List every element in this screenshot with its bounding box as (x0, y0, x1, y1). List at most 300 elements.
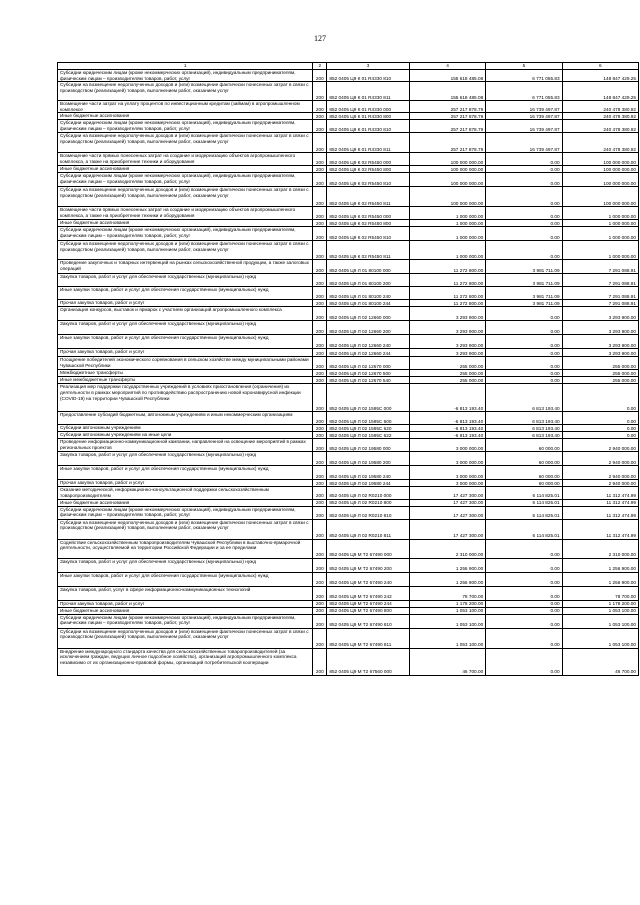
row-remaining-cell: 100 000 000.00 (562, 173, 638, 187)
column-header: 3 (327, 63, 409, 70)
row-remaining-cell: 1 256 900.00 (562, 572, 638, 586)
row-name-cell: Субсидии юридическим лицам (кроме некоммерческих организаций), индивидуальным предпринимателям, физическим лицам – производителям товаров, работ, услуг (58, 70, 313, 82)
row-approved-cell: 1 000 000.00 (409, 220, 485, 227)
row-name-cell: Закупка товаров, работ и услуг для обеспечения государственных (муниципальных) нужд (58, 274, 313, 287)
row-executed-cell: 0.00 (486, 600, 562, 607)
row-executed-cell: 16 739 497.87 (486, 133, 562, 153)
row-name-cell: Субсидии юридическим лицам (кроме некоммерческих организаций), индивидуальным предпринимателям, физическим лицам – производителям товаров, работ, услуг (58, 614, 313, 628)
row-code-cell: 852 0405 Ц9 К 01 R4330 811 (327, 82, 409, 101)
table-row (58, 558, 639, 572)
row-code-cell: 852 0405 Ц9 Л 02 19580 000 (327, 439, 409, 452)
row-code-cell: 852 0405 Ц9 Л 02 12670 540 (327, 377, 409, 384)
row-approved-cell: 3 000 000.00 (409, 466, 485, 480)
row-executed-cell: 60 000.00 (486, 439, 562, 452)
row-name-cell: Прочая закупка товаров, работ и услуг (58, 349, 313, 357)
row-line-cell: 200 (313, 558, 327, 572)
row-name-cell: Закупка товаров, работ и услуг для обеспечения государственных (муниципальных) нужд (58, 452, 313, 466)
row-name-cell: Иные межбюджетные трансферты (58, 377, 313, 384)
row-code-cell: 852 0405 Ц9 Л 02 12660 200 (327, 321, 409, 335)
row-executed-cell: 0.00 (486, 335, 562, 349)
table-row (58, 600, 639, 607)
row-remaining-cell: 7 291 088.91 (562, 260, 638, 274)
row-executed-cell: 0.00 (486, 166, 562, 173)
row-remaining-cell: 11 312 474.99 (562, 506, 638, 519)
row-remaining-cell: 2 940 000.00 (562, 480, 638, 487)
column-header: 1 (58, 63, 313, 70)
column-header: 6 (562, 63, 638, 70)
row-line-cell: 200 (313, 173, 327, 187)
row-name-cell: Субсидии юридическим лицам (кроме некоммерческих организаций), индивидуальным предпринимателям, физическим лицам – производителям товаров, работ, услуг (58, 120, 313, 133)
page-number: 127 (314, 34, 326, 43)
row-line-cell: 200 (313, 70, 327, 82)
row-executed-cell: 6 114 825.01 (486, 499, 562, 506)
table-row (58, 452, 639, 466)
row-remaining-cell: 11 312 474.99 (562, 519, 638, 539)
table-row (58, 349, 639, 357)
row-remaining-cell: 100 000 000.00 (562, 153, 638, 166)
row-line-cell: 200 (313, 425, 327, 432)
row-executed-cell: 0.00 (486, 307, 562, 321)
row-name-cell: Организация конкурсов, выставок и ярмарок с участием организаций агропромышленного комплекса (58, 307, 313, 321)
row-name-cell: Субсидии автономным учреждениям на иные цели (58, 432, 313, 439)
row-executed-cell: 6 771 055.83 (486, 70, 562, 82)
row-code-cell: 852 0405 Ц9 Л 02 19580 240 (327, 466, 409, 480)
row-executed-cell: 16 739 497.87 (486, 113, 562, 120)
row-approved-cell: 1 000 000.00 (409, 207, 485, 220)
row-line-cell: 200 (313, 600, 327, 607)
table-row (58, 439, 639, 452)
row-approved-cell: 1 053 100.00 (409, 614, 485, 628)
row-line-cell: 200 (313, 357, 327, 370)
row-name-cell: Предоставление субсидий бюджетным, автономным учреждениям и иным некоммерческим организациям (58, 412, 313, 425)
column-header: 2 (313, 63, 327, 70)
row-line-cell: 200 (313, 586, 327, 600)
row-remaining-cell: 46 700.00 (562, 648, 638, 675)
table-row (58, 321, 639, 335)
row-line-cell: 200 (313, 287, 327, 300)
row-executed-cell: 16 739 497.87 (486, 101, 562, 113)
row-line-cell: 200 (313, 260, 327, 274)
row-name-cell: Субсидии на возмещение недополученных доходов и (или) возмещение фактически понесенных затрат в связи с производством (реализацией) товаров, выполнением работ, оказанием услуг (58, 628, 313, 648)
column-number-header-row (58, 63, 639, 70)
row-executed-cell: 3 981 711.09 (486, 274, 562, 287)
row-executed-cell: 0.00 (486, 628, 562, 648)
row-name-cell: Закупка товаров, работ, услуг в сфере информационно-коммуникационных технологий (58, 586, 313, 600)
row-remaining-cell: 255 000.00 (562, 377, 638, 384)
row-line-cell: 200 (313, 166, 327, 173)
row-remaining-cell: 3 293 900.00 (562, 335, 638, 349)
row-remaining-cell: 0.00 (562, 412, 638, 425)
table-row (58, 335, 639, 349)
table-row (58, 70, 639, 82)
row-approved-cell: 17 427 300.00 (409, 519, 485, 539)
row-executed-cell: 0.00 (486, 153, 562, 166)
table-body (58, 63, 639, 676)
row-executed-cell: 0.00 (486, 321, 562, 335)
row-line-cell: 200 (313, 506, 327, 519)
row-remaining-cell: 1 000 000.00 (562, 220, 638, 227)
row-code-cell: 852 0405 Ц9 Л 02 R0210 811 (327, 519, 409, 539)
row-approved-cell: 1 256 900.00 (409, 558, 485, 572)
table-row (58, 432, 639, 439)
row-approved-cell: 17 427 300.00 (409, 487, 485, 499)
row-code-cell: 852 0405 Ц9 К 01 R4330 811 (327, 133, 409, 153)
row-executed-cell: 0.00 (486, 558, 562, 572)
row-line-cell: 200 (313, 452, 327, 466)
row-code-cell: 852 0405 Ц9 Л 02 12670 500 (327, 370, 409, 377)
row-approved-cell: 100 000 000.00 (409, 173, 485, 187)
row-executed-cell: 3 981 711.09 (486, 287, 562, 300)
row-line-cell: 200 (313, 307, 327, 321)
row-code-cell: 852 0405 Ц9 Л 02 R0210 000 (327, 487, 409, 499)
row-approved-cell: -6 813 193.40 (409, 412, 485, 425)
table-row (58, 173, 639, 187)
row-line-cell: 200 (313, 207, 327, 220)
row-code-cell: 852 0405 Ц9 М Т2 67490 810 (327, 614, 409, 628)
table-row (58, 648, 639, 675)
row-code-cell: 852 0405 Ц9 К 01 R4330 810 (327, 70, 409, 82)
row-approved-cell: 255 000.00 (409, 370, 485, 377)
row-executed-cell: 0.00 (486, 220, 562, 227)
row-executed-cell: 0.00 (486, 586, 562, 600)
row-approved-cell: 257 217 878.79 (409, 101, 485, 113)
row-name-cell: Прочая закупка товаров, работ и услуг (58, 600, 313, 607)
table-row (58, 153, 639, 166)
row-remaining-cell: 240 478 380.92 (562, 101, 638, 113)
row-remaining-cell: 1 053 100.00 (562, 614, 638, 628)
row-line-cell: 200 (313, 377, 327, 384)
table-row (58, 487, 639, 499)
row-approved-cell: 100 000 000.00 (409, 153, 485, 166)
table-row (58, 287, 639, 300)
row-remaining-cell: 7 291 088.91 (562, 274, 638, 287)
table-row (58, 82, 639, 101)
row-line-cell: 200 (313, 539, 327, 558)
row-executed-cell: 6 813 193.40 (486, 384, 562, 412)
row-executed-cell: 6 813 193.40 (486, 412, 562, 425)
row-code-cell: 852 0405 Ц9 М Т2 67560 000 (327, 648, 409, 675)
table-row (58, 220, 639, 227)
row-executed-cell: 0.00 (486, 187, 562, 207)
row-name-cell: Возмещение части затрат на уплату процентов по инвестиционным кредитам (займам) в агропромышленном комплексе (58, 101, 313, 113)
row-remaining-cell: 0.00 (562, 384, 638, 412)
row-name-cell: Закупка товаров, работ и услуг для обеспечения государственных (муниципальных) нужд (58, 321, 313, 335)
row-line-cell: 200 (313, 439, 327, 452)
row-remaining-cell: 100 000 000.00 (562, 166, 638, 173)
row-remaining-cell: 240 478 380.92 (562, 133, 638, 153)
row-code-cell: 852 0405 Ц9 Л 02 R0210 800 (327, 499, 409, 506)
table-row (58, 241, 639, 260)
row-remaining-cell: 78 700.00 (562, 586, 638, 600)
row-remaining-cell: 148 847 429.25 (562, 82, 638, 101)
row-code-cell: 852 0405 Ц9 К 02 R5450 800 (327, 166, 409, 173)
row-executed-cell: 60 000.00 (486, 480, 562, 487)
row-executed-cell: 0.00 (486, 241, 562, 260)
row-code-cell: 852 0405 Ц9 М Т2 67490 000 (327, 539, 409, 558)
table-row (58, 101, 639, 113)
row-name-cell: Субсидии автономным учреждениям (58, 425, 313, 432)
row-name-cell: Иные закупки товаров, работ и услуг для обеспечения государственных (муниципальных) нужд (58, 335, 313, 349)
row-name-cell: Проведение информационно-коммуникационной кампании, направленной на освещение мероприятий в рамках региональных проектов (58, 439, 313, 452)
row-executed-cell: 6 813 193.40 (486, 425, 562, 432)
row-code-cell: 852 0405 Ц9 Л 01 80100 200 (327, 274, 409, 287)
table-row (58, 207, 639, 220)
row-approved-cell: 100 000 000.00 (409, 187, 485, 207)
row-approved-cell: 17 427 300.00 (409, 506, 485, 519)
row-approved-cell: 255 000.00 (409, 377, 485, 384)
table-row (58, 539, 639, 558)
row-approved-cell: 1 000 000.00 (409, 241, 485, 260)
row-name-cell: Содействие сельскохозяйственным товаропроизводителям Чувашской Республики в выставочно-ярмарочной деятельности, осуществляемой на территории Российской Федерации и за ее пределами (58, 539, 313, 558)
row-code-cell: 852 0405 Ц9 Л 02 1595С 622 (327, 432, 409, 439)
row-executed-cell: 0.00 (486, 227, 562, 241)
row-name-cell: Внедрение международного стандарта качества для сельскохозяйственных товаропроизводителей (за исключением граждан, ведущих личное подсобное хозяйство), организаций агропромышленного комплекса независимо от их организационно-правовой формы, организаций потребительской кооперации (58, 648, 313, 675)
row-line-cell: 200 (313, 614, 327, 628)
row-name-cell: Иные бюджетные ассигнования (58, 499, 313, 506)
row-code-cell: 852 0405 Ц9 Л 01 80100 240 (327, 287, 409, 300)
row-approved-cell: 11 272 800.00 (409, 260, 485, 274)
row-name-cell: Возмещение части прямых понесенных затрат на создание и модернизацию объектов агропромышленного комплекса, а также на приобретение техники и оборудования (58, 207, 313, 220)
row-name-cell: Иные закупки товаров, работ и услуг для обеспечения государственных (муниципальных) нужд (58, 287, 313, 300)
row-line-cell: 200 (313, 466, 327, 480)
row-code-cell: 852 0405 Ц9 Л 02 1595С 600 (327, 412, 409, 425)
row-code-cell: 852 0405 Ц9 К 02 R5450 811 (327, 187, 409, 207)
row-approved-cell: 11 272 800.00 (409, 300, 485, 307)
row-line-cell: 200 (313, 349, 327, 357)
row-line-cell: 200 (313, 432, 327, 439)
column-header: 4 (409, 63, 485, 70)
row-code-cell: 852 0405 Ц9 Л 02 1595С 620 (327, 425, 409, 432)
row-approved-cell: 1 053 100.00 (409, 607, 485, 614)
row-name-cell: Иные бюджетные ассигнования (58, 166, 313, 173)
table-row (58, 307, 639, 321)
table-row (58, 133, 639, 153)
row-code-cell: 852 0405 Ц9 Л 02 19580 200 (327, 452, 409, 466)
row-remaining-cell: 7 291 088.91 (562, 300, 638, 307)
row-line-cell: 200 (313, 487, 327, 499)
row-name-cell: Иные закупки товаров, работ и услуг для обеспечения государственных (муниципальных) нужд (58, 466, 313, 480)
row-line-cell: 200 (313, 153, 327, 166)
row-executed-cell: 0.00 (486, 207, 562, 220)
row-remaining-cell: 1 256 900.00 (562, 558, 638, 572)
row-code-cell: 852 0405 Ц9 Л 02 12660 000 (327, 307, 409, 321)
table-row (58, 614, 639, 628)
row-line-cell: 200 (313, 82, 327, 101)
row-executed-cell: 0.00 (486, 607, 562, 614)
row-approved-cell: 46 700.00 (409, 648, 485, 675)
table-row (58, 384, 639, 412)
table-row (58, 187, 639, 207)
row-name-cell: Прочая закупка товаров, работ и услуг (58, 480, 313, 487)
row-approved-cell: 3 293 900.00 (409, 349, 485, 357)
row-remaining-cell: 1 000 000.00 (562, 207, 638, 220)
row-executed-cell: 0.00 (486, 539, 562, 558)
row-line-cell: 200 (313, 133, 327, 153)
row-name-cell: Субсидии на возмещение недополученных доходов и (или) возмещение фактически понесенных затрат в связи с производством (реализацией) товаров, выполнением работ, оказанием услуг (58, 187, 313, 207)
row-code-cell: 852 0405 Ц9 К 02 R5450 810 (327, 227, 409, 241)
table-row (58, 586, 639, 600)
column-header: 5 (486, 63, 562, 70)
row-code-cell: 852 0405 Ц9 К 02 R5450 800 (327, 220, 409, 227)
row-code-cell: 852 0405 Ц9 М Т2 67490 200 (327, 558, 409, 572)
row-line-cell: 200 (313, 300, 327, 307)
row-code-cell: 852 0405 Ц9 К 01 R4330 800 (327, 113, 409, 120)
table-row (58, 377, 639, 384)
row-line-cell: 200 (313, 519, 327, 539)
table-row (58, 412, 639, 425)
row-line-cell: 200 (313, 187, 327, 207)
row-approved-cell: 257 217 878.79 (409, 133, 485, 153)
row-code-cell: 852 0405 Ц9 М Т2 67490 244 (327, 600, 409, 607)
row-line-cell: 200 (313, 480, 327, 487)
row-approved-cell: 1 000 000.00 (409, 227, 485, 241)
table-row (58, 274, 639, 287)
table-row (58, 425, 639, 432)
table-row (58, 260, 639, 274)
row-line-cell: 200 (313, 628, 327, 648)
row-code-cell: 852 0405 Ц9 К 01 R4330 000 (327, 101, 409, 113)
budget-table (57, 62, 639, 676)
row-executed-cell: 0.00 (486, 572, 562, 586)
row-remaining-cell: 0.00 (562, 432, 638, 439)
row-name-cell: Межбюджетные трансферты (58, 370, 313, 377)
row-code-cell: 852 0405 Ц9 Л 02 R0210 810 (327, 506, 409, 519)
table-row (58, 113, 639, 120)
row-name-cell: Субсидии на возмещение недополученных доходов и (или) возмещение фактически понесенных затрат в связи с производством (реализацией) товаров, выполнением работ, оказанием услуг (58, 133, 313, 153)
row-line-cell: 200 (313, 572, 327, 586)
row-name-cell: Реализация мер поддержки государственных учреждений в условиях приостановления (ограничения) их деятельности в рамках мероприятий по противодействию распространению новой коронавирусной инфекции (COVID-19) на территории Чувашской Республики (58, 384, 313, 412)
row-approved-cell: 155 618 485.08 (409, 70, 485, 82)
row-code-cell: 852 0405 Ц9 Л 02 12660 244 (327, 349, 409, 357)
row-remaining-cell: 7 291 088.91 (562, 287, 638, 300)
table-row (58, 628, 639, 648)
row-code-cell: 852 0405 Ц9 Л 02 19580 244 (327, 480, 409, 487)
row-approved-cell: -6 813 193.40 (409, 432, 485, 439)
row-line-cell: 200 (313, 412, 327, 425)
row-code-cell: 852 0405 Ц9 К 01 R4330 810 (327, 120, 409, 133)
row-code-cell: 852 0405 Ц9 М Т2 67490 242 (327, 586, 409, 600)
row-approved-cell: 3 000 000.00 (409, 439, 485, 452)
row-name-cell: Субсидии на возмещение недополученных доходов и (или) возмещение фактически понесенных затрат в связи с производством (реализацией) товаров, выполнением работ, оказанием услуг (58, 82, 313, 101)
row-code-cell: 852 0405 Ц9 Л 02 12670 000 (327, 357, 409, 370)
row-remaining-cell: 2 940 000.00 (562, 452, 638, 466)
row-approved-cell: -6 813 193.40 (409, 425, 485, 432)
row-executed-cell: 0.00 (486, 614, 562, 628)
row-approved-cell: 1 256 900.00 (409, 572, 485, 586)
row-name-cell: Субсидии на возмещение недополученных доходов и (или) возмещение фактически понесенных затрат в связи с производством (реализацией) товаров, выполнением работ, оказанием услуг (58, 519, 313, 539)
row-remaining-cell: 2 940 000.00 (562, 439, 638, 452)
row-executed-cell: 6 771 055.83 (486, 82, 562, 101)
row-approved-cell: 155 618 485.08 (409, 82, 485, 101)
table-row (58, 370, 639, 377)
row-remaining-cell: 11 312 474.99 (562, 499, 638, 506)
table-row (58, 357, 639, 370)
row-name-cell: Иные бюджетные ассигнования (58, 220, 313, 227)
row-executed-cell: 6 114 825.01 (486, 506, 562, 519)
row-name-cell: Поощрение победителей экономического соревнования в сельском хозяйстве между муниципальными районами Чувашской Республики (58, 357, 313, 370)
table-row (58, 519, 639, 539)
row-executed-cell: 6 114 825.01 (486, 487, 562, 499)
row-approved-cell: 3 293 900.00 (409, 321, 485, 335)
row-approved-cell: 11 272 800.00 (409, 287, 485, 300)
row-executed-cell: 60 000.00 (486, 466, 562, 480)
row-remaining-cell: 0.00 (562, 425, 638, 432)
row-remaining-cell: 11 312 474.99 (562, 487, 638, 499)
row-remaining-cell: 3 293 900.00 (562, 307, 638, 321)
row-approved-cell: 3 000 000.00 (409, 452, 485, 466)
row-approved-cell: 11 272 800.00 (409, 274, 485, 287)
row-line-cell: 200 (313, 220, 327, 227)
row-name-cell: Иные бюджетные ассигнования (58, 113, 313, 120)
row-executed-cell: 0.00 (486, 648, 562, 675)
row-executed-cell: 16 739 497.87 (486, 120, 562, 133)
row-remaining-cell: 3 293 900.00 (562, 321, 638, 335)
row-code-cell: 852 0405 Ц9 Л 02 12660 240 (327, 335, 409, 349)
row-executed-cell: 3 981 711.09 (486, 300, 562, 307)
row-code-cell: 852 0405 Ц9 М Т2 67490 800 (327, 607, 409, 614)
row-line-cell: 200 (313, 321, 327, 335)
row-executed-cell: 0.00 (486, 370, 562, 377)
row-remaining-cell: 1 178 200.00 (562, 600, 638, 607)
row-line-cell: 200 (313, 648, 327, 675)
row-line-cell: 200 (313, 101, 327, 113)
row-line-cell: 200 (313, 274, 327, 287)
row-approved-cell: 255 000.00 (409, 357, 485, 370)
row-remaining-cell: 1 053 100.00 (562, 607, 638, 614)
row-executed-cell: 6 114 825.01 (486, 519, 562, 539)
row-approved-cell: 3 293 900.00 (409, 335, 485, 349)
row-remaining-cell: 100 000 000.00 (562, 187, 638, 207)
row-code-cell: 852 0405 Ц9 К 02 R5450 810 (327, 173, 409, 187)
table-row (58, 499, 639, 506)
row-approved-cell: 1 178 200.00 (409, 600, 485, 607)
row-executed-cell: 0.00 (486, 357, 562, 370)
row-name-cell: Оказание методической, информационно-консультационной поддержки сельскохозяйственным товаропроизводителям (58, 487, 313, 499)
row-approved-cell: 3 293 900.00 (409, 307, 485, 321)
row-line-cell: 200 (313, 370, 327, 377)
table-row (58, 227, 639, 241)
row-executed-cell: 60 000.00 (486, 452, 562, 466)
row-name-cell: Иные бюджетные ассигнования (58, 607, 313, 614)
table-row (58, 120, 639, 133)
row-code-cell: 852 0405 Ц9 Л 02 1595С 000 (327, 384, 409, 412)
row-name-cell: Субсидии юридическим лицам (кроме некоммерческих организаций), индивидуальным предпринимателям, физическим лицам – производителям товаров, работ, услуг (58, 173, 313, 187)
row-name-cell: Закупка товаров, работ и услуг для обеспечения государственных (муниципальных) нужд (58, 558, 313, 572)
row-approved-cell: 257 217 878.79 (409, 120, 485, 133)
row-approved-cell: 100 000 000.00 (409, 166, 485, 173)
row-executed-cell: 3 981 711.09 (486, 260, 562, 274)
row-remaining-cell: 2 310 000.00 (562, 539, 638, 558)
row-remaining-cell: 1 000 000.00 (562, 241, 638, 260)
row-remaining-cell: 255 000.00 (562, 357, 638, 370)
table-row (58, 166, 639, 173)
table-row (58, 506, 639, 519)
row-code-cell: 852 0405 Ц9 Л 01 80100 244 (327, 300, 409, 307)
row-line-cell: 200 (313, 113, 327, 120)
row-line-cell: 200 (313, 607, 327, 614)
row-executed-cell: 0.00 (486, 349, 562, 357)
row-remaining-cell: 2 940 000.00 (562, 466, 638, 480)
row-executed-cell: 0.00 (486, 377, 562, 384)
row-code-cell: 852 0405 Ц9 К 02 R5450 000 (327, 207, 409, 220)
row-executed-cell: 0.00 (486, 173, 562, 187)
row-name-cell: Субсидии юридическим лицам (кроме некоммерческих организаций), индивидуальным предпринимателям, физическим лицам – производителям товаров, работ, услуг (58, 506, 313, 519)
row-remaining-cell: 255 000.00 (562, 370, 638, 377)
row-approved-cell: 2 310 000.00 (409, 539, 485, 558)
row-approved-cell: 3 000 000.00 (409, 480, 485, 487)
table-row (58, 572, 639, 586)
row-approved-cell: 78 700.00 (409, 586, 485, 600)
